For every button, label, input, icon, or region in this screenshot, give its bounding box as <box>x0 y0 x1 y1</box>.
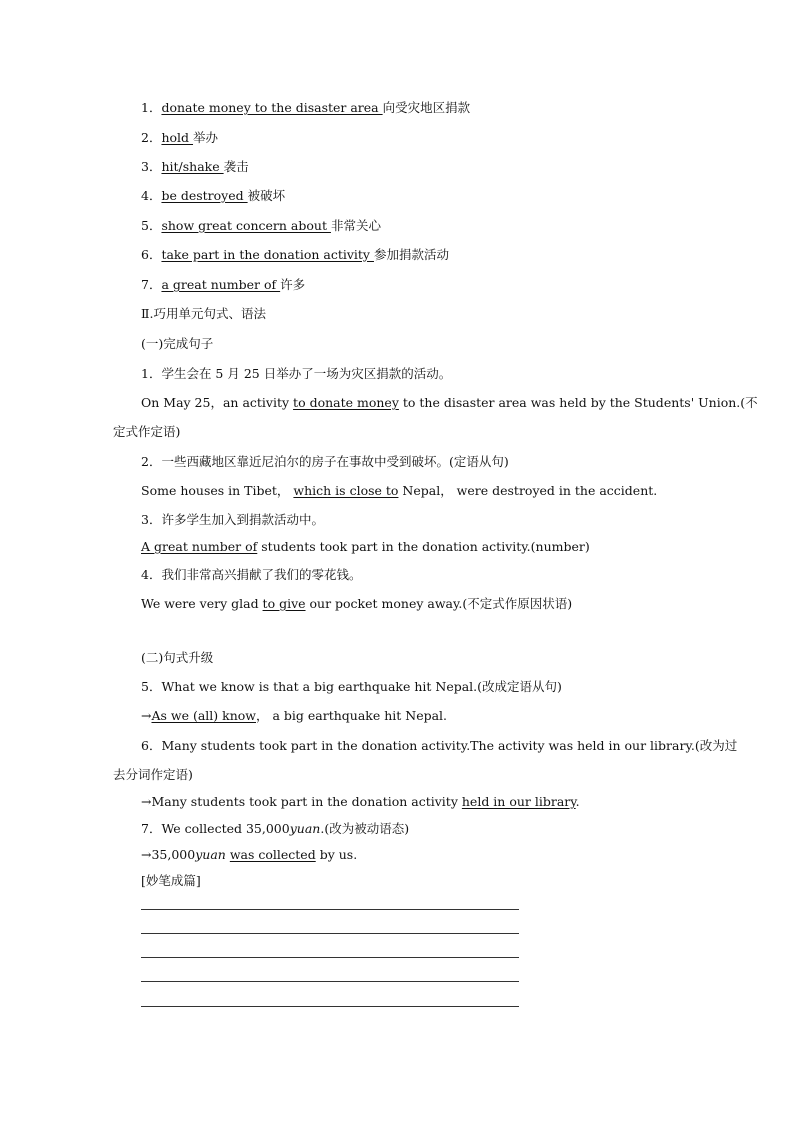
vocab-item: 3．hit/shake 袭击 <box>141 159 249 174</box>
writing-line[interactable] <box>141 933 519 934</box>
vocab-answer: donate money to the disaster area <box>161 100 383 115</box>
part-title: (二)句式升级 <box>141 650 214 665</box>
writing-line[interactable] <box>141 1006 519 1007</box>
vocab-answer: show great concern about <box>161 218 331 233</box>
writing-line[interactable] <box>141 957 519 958</box>
vocab-answer: hit/shake <box>161 159 224 174</box>
vocab-answer: hold <box>161 130 194 145</box>
vocab-answer: a great number of <box>161 277 281 292</box>
sentence-answer-line: On May 25，an activity to donate money to the disaster area was held by the Students' Union.(不 <box>141 395 758 410</box>
arrow-icon: → <box>141 708 152 723</box>
vocab-answer: take part in the donation activity <box>161 247 374 262</box>
sentence-answer-line: →35,000yuan was collected by us. <box>141 847 358 862</box>
sentence-prompt: 6．Many students took part in the donation activity.The activity was held in our library.(改为过 <box>141 738 738 753</box>
sentence-continuation: 定式作定语) <box>113 424 181 439</box>
fill-answer: which is close to <box>293 483 399 498</box>
sentence-answer-line: Some houses in Tibet， which is close to Nepal， were destroyed in the accident. <box>141 483 658 498</box>
writing-label: [妙笔成篇] <box>141 873 201 888</box>
sentence-prompt: 2．一些西藏地区靠近尼泊尔的房子在事故中受到破坏。(定语从句) <box>141 454 509 469</box>
writing-line[interactable] <box>141 909 519 910</box>
section-title: Ⅱ.巧用单元句式、语法 <box>141 306 266 321</box>
fill-answer: to give <box>262 596 306 611</box>
sentence-continuation: 去分词作定语) <box>113 767 193 782</box>
fill-answer: As we (all) know <box>151 708 256 723</box>
vocab-item: 6．take part in the donation activity 参加捐款活动 <box>141 247 449 262</box>
sentence-prompt: 7．We collected 35,000yuan.(改为被动语态) <box>141 821 410 836</box>
sentence-prompt: 3．许多学生加入到捐款活动中。 <box>141 512 324 527</box>
writing-line[interactable] <box>141 981 519 982</box>
vocab-item: 7．a great number of 许多 <box>141 277 306 292</box>
vocab-item: 2．hold 举办 <box>141 130 219 145</box>
sentence-answer-line: We were very glad to give our pocket money away.(不定式作原因状语) <box>141 596 573 611</box>
sentence-answer-line: →Many students took part in the donation activity held in our library. <box>141 794 580 809</box>
vocab-item: 5．show great concern about 非常关心 <box>141 218 381 233</box>
fill-answer: A great number of <box>141 539 258 554</box>
sentence-answer-line: →As we (all) know， a big earthquake hit Nepal. <box>141 708 448 723</box>
fill-answer: was collected <box>229 847 316 862</box>
sentence-prompt: 5．What we know is that a big earthquake hit Nepal.(改成定语从句) <box>141 679 562 694</box>
vocab-answer: be destroyed <box>161 188 248 203</box>
sentence-prompt: 4．我们非常高兴捐献了我们的零花钱。 <box>141 567 362 582</box>
vocab-item: 1．donate money to the disaster area 向受灾地区捐款 <box>141 100 471 115</box>
vocab-item: 4．be destroyed 被破坏 <box>141 188 286 203</box>
sentence-prompt: 1．学生会在 5 月 25 日举办了一场为灾区捐款的活动。 <box>141 366 452 381</box>
sentence-answer-line: A great number of students took part in the donation activity.(number) <box>141 539 590 554</box>
fill-answer: held in our library <box>461 794 576 809</box>
fill-answer: to donate money <box>293 395 399 410</box>
part-title: (一)完成句子 <box>141 336 214 351</box>
